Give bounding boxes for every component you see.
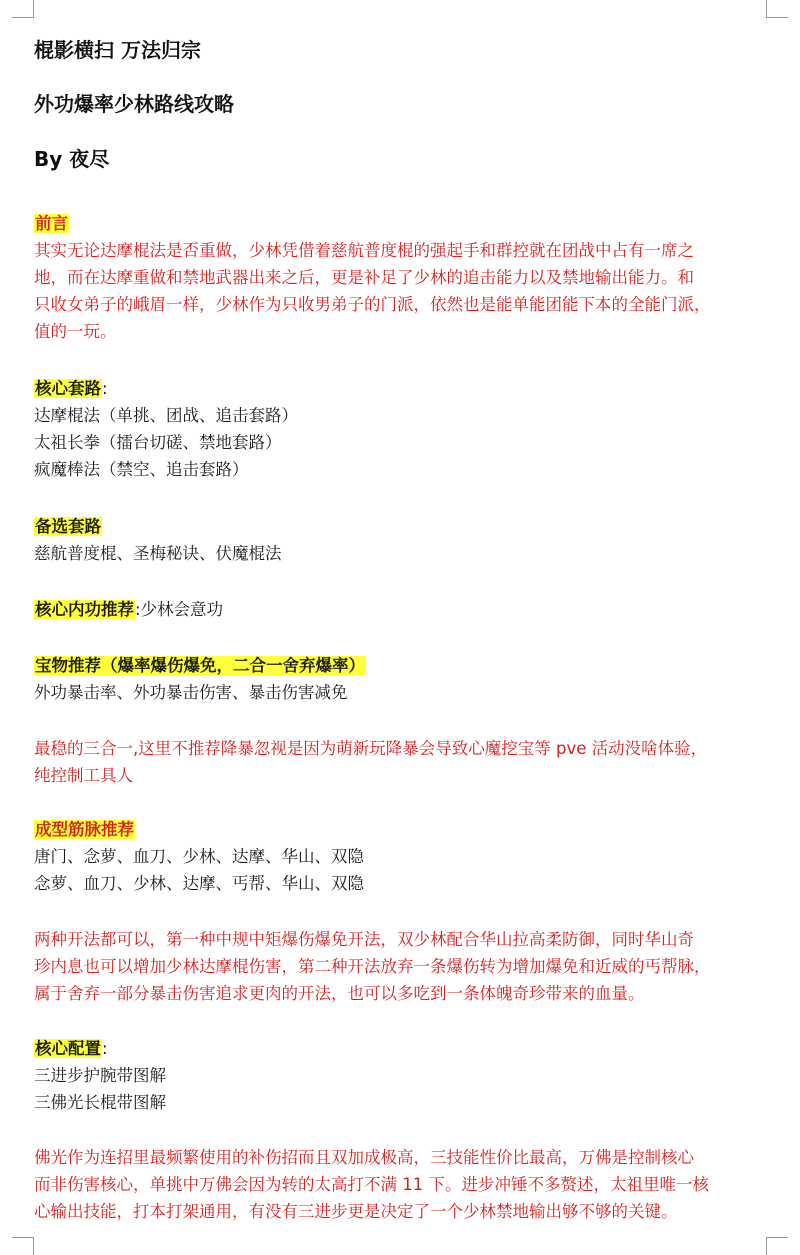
neigong-section	[34, 596, 774, 623]
treasure-section	[34, 652, 774, 706]
meridian-heading: 成型筋脉推荐	[35, 820, 134, 839]
core-route-item: 太祖长拳（擂台切磋、禁地套路）	[34, 433, 282, 452]
core-config-note	[34, 1144, 774, 1225]
neigong-text: :少林会意功	[135, 600, 224, 619]
meridian-note-line: 珍内息也可以增加少林达摩棍伤害，第二种开法放弃一条爆伤转为增加爆免和近威的丐帮脉，	[34, 957, 711, 976]
core-config-item: 三佛光长棍带图解	[34, 1093, 166, 1112]
crop-mark-bottom-left	[12, 1237, 34, 1255]
meridian-note-line: 属于舍弃一部分暴击伤害追求更肉的开法，也可以多吃到一条体魄奇珍带来的血量。	[34, 984, 645, 1003]
alt-routes-text: 慈航普度棍、圣梅秘诀、伏魔棍法	[34, 544, 282, 563]
meridian-note-line: 两种开法都可以，第一种中规中矩爆伤爆免开法，双少林配合华山拉高柔防御，同时华山奇	[34, 930, 694, 949]
preface-line: 值的一玩。	[34, 322, 117, 341]
preface-section	[34, 210, 774, 345]
core-config-section	[34, 1035, 774, 1116]
treasure-heading: 宝物推荐（爆率爆伤爆免，二合一舍弃爆率）	[35, 656, 365, 675]
core-route-item: 达摩棍法（单挑、团战、追击套路）	[34, 406, 298, 425]
core-routes-colon: :	[102, 379, 108, 398]
doc-author: By 夜尽	[34, 147, 110, 171]
preface-line: 其实无论达摩棍法是否重做，少林凭借着慈航普度棍的强起手和群控就在团战中占有一席之	[34, 241, 694, 260]
meridian-item: 唐门、念萝、血刀、少林、达摩、华山、双隐	[34, 847, 364, 866]
treasure-text: 外功暴击率、外功暴击伤害、暴击伤害减免	[34, 683, 348, 702]
preface-heading: 前言	[35, 214, 68, 233]
doc-title: 棍影横扫 万法归宗	[34, 38, 201, 62]
core-routes-section	[34, 375, 774, 483]
core-config-note-line: 心输出技能，打本打架通用，有没有三进步更是决定了一个少林禁地输出够不够的关键。	[34, 1202, 678, 1221]
preface-line: 只收女弟子的峨眉一样，少林作为只收男弟子的门派，依然也是能单能团能下本的全能门派，	[34, 295, 711, 314]
core-config-colon: :	[102, 1039, 108, 1058]
treasure-note-line: 纯控制工具人	[34, 766, 133, 785]
core-config-note-line: 佛光作为连招里最频繁使用的补伤招而且双加成极高，三技能性价比最高，万佛是控制核心	[34, 1148, 694, 1167]
alt-routes-heading: 备选套路	[35, 517, 101, 536]
core-routes-heading: 核心套路	[35, 379, 101, 398]
meridian-note	[34, 926, 774, 1007]
preface-line: 地，而在达摩重做和禁地武器出来之后，更是补足了少林的追击能力以及禁地输出能力。和	[34, 268, 694, 287]
core-config-item: 三进步护腕带图解	[34, 1066, 166, 1085]
doc-subtitle: 外功爆率少林路线攻略	[34, 92, 234, 116]
meridian-section	[34, 816, 774, 897]
crop-mark-top-left	[12, 0, 34, 18]
core-config-heading: 核心配置	[35, 1039, 101, 1058]
crop-mark-bottom-right	[766, 1237, 788, 1255]
treasure-note	[34, 735, 774, 789]
treasure-note-line: 最稳的三合一,这里不推荐降暴忽视是因为萌新玩降暴会导致心魔挖宝等 pve 活动没啥体验，	[34, 739, 708, 758]
core-config-note-line: 而非伤害核心，单挑中万佛会因为转的太高打不满 11 下。进步冲锤不多赘述，太祖里唯一核	[34, 1175, 709, 1194]
meridian-item: 念萝、血刀、少林、达摩、丐帮、华山、双隐	[34, 874, 364, 893]
neigong-heading: 核心内功推荐	[35, 600, 134, 619]
core-route-item: 疯魔棒法（禁空、追击套路）	[34, 460, 249, 479]
alt-routes-section	[34, 513, 774, 567]
crop-mark-top-right	[766, 0, 788, 18]
